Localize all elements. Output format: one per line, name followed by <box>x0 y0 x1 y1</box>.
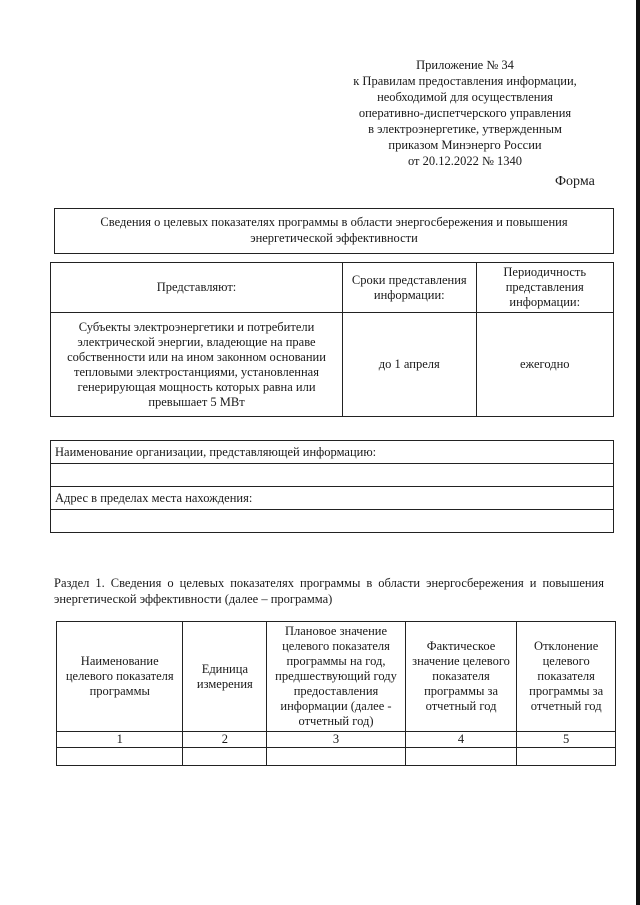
header-line: необходимой для осуществления <box>377 90 553 104</box>
form-title-line2: энергетической эффективности <box>250 231 418 245</box>
form-title-box <box>54 208 614 254</box>
col-number: 2 <box>183 732 267 748</box>
cell-frequency: ежегодно <box>476 313 614 417</box>
empty-cell[interactable] <box>267 748 406 766</box>
cell-submitters: Субъекты электроэнергетики и потребители электрической энергии, владеющие на праве собственности или на ином законном основании тепловыми электростанциями, установленная генерирующая мощность которых равна или превышает 5 МВт <box>51 313 343 417</box>
address-field[interactable] <box>51 510 614 533</box>
org-name-field[interactable] <box>51 464 614 487</box>
empty-cell[interactable] <box>57 748 183 766</box>
col-number: 1 <box>57 732 183 748</box>
header-line: оперативно-диспетчерского управления <box>358 106 572 120</box>
empty-cell[interactable] <box>405 748 517 766</box>
empty-cell[interactable] <box>517 748 616 766</box>
header-line: приказом Минэнерго России <box>388 138 542 152</box>
header-line: к Правилам предоставления информации, <box>353 74 577 88</box>
appendix-header <box>330 57 600 169</box>
address-label: Адрес в пределах места нахождения: <box>51 487 614 510</box>
col-number: 5 <box>517 732 616 748</box>
org-name-label: Наименование организации, представляющей информацию: <box>51 441 614 464</box>
col-deviation: Отклонение целевого показателя программы за отчетный год <box>517 622 616 732</box>
page-edge <box>636 0 640 905</box>
col-indicator-name: Наименование целевого показателя программы <box>57 622 183 732</box>
header-line: от 20.12.2022 № 1340 <box>407 154 523 168</box>
col-unit: Единица измерения <box>183 622 267 732</box>
header-submitters: Представляют: <box>51 263 343 313</box>
col-number: 3 <box>267 732 406 748</box>
col-planned-value: Плановое значение целевого показателя программы на год, предшествующий году предоставления информации (далее - отчетный год) <box>267 622 406 732</box>
header-line: в электроэнергетике, утвержденным <box>368 122 562 136</box>
cell-deadline: до 1 апреля <box>343 313 476 417</box>
empty-cell[interactable] <box>183 748 267 766</box>
organization-table <box>50 440 614 533</box>
col-actual-value: Фактическое значение целевого показателя программы за отчетный год <box>405 622 517 732</box>
indicators-table <box>56 621 616 766</box>
form-label: Форма <box>555 174 595 189</box>
section1-title: Раздел 1. Сведения о целевых показателях программы в области энергосбережения и повышения энергетической эффективности (далее – программа) <box>54 576 604 606</box>
header-line: Приложение № 34 <box>416 58 514 72</box>
header-deadline: Сроки представления информации: <box>343 263 476 313</box>
submission-table <box>50 262 614 417</box>
col-number: 4 <box>405 732 517 748</box>
header-frequency: Периодичность представления информации: <box>476 263 614 313</box>
form-title-line1: Сведения о целевых показателях программы в области энергосбережения и повышения <box>100 215 568 229</box>
